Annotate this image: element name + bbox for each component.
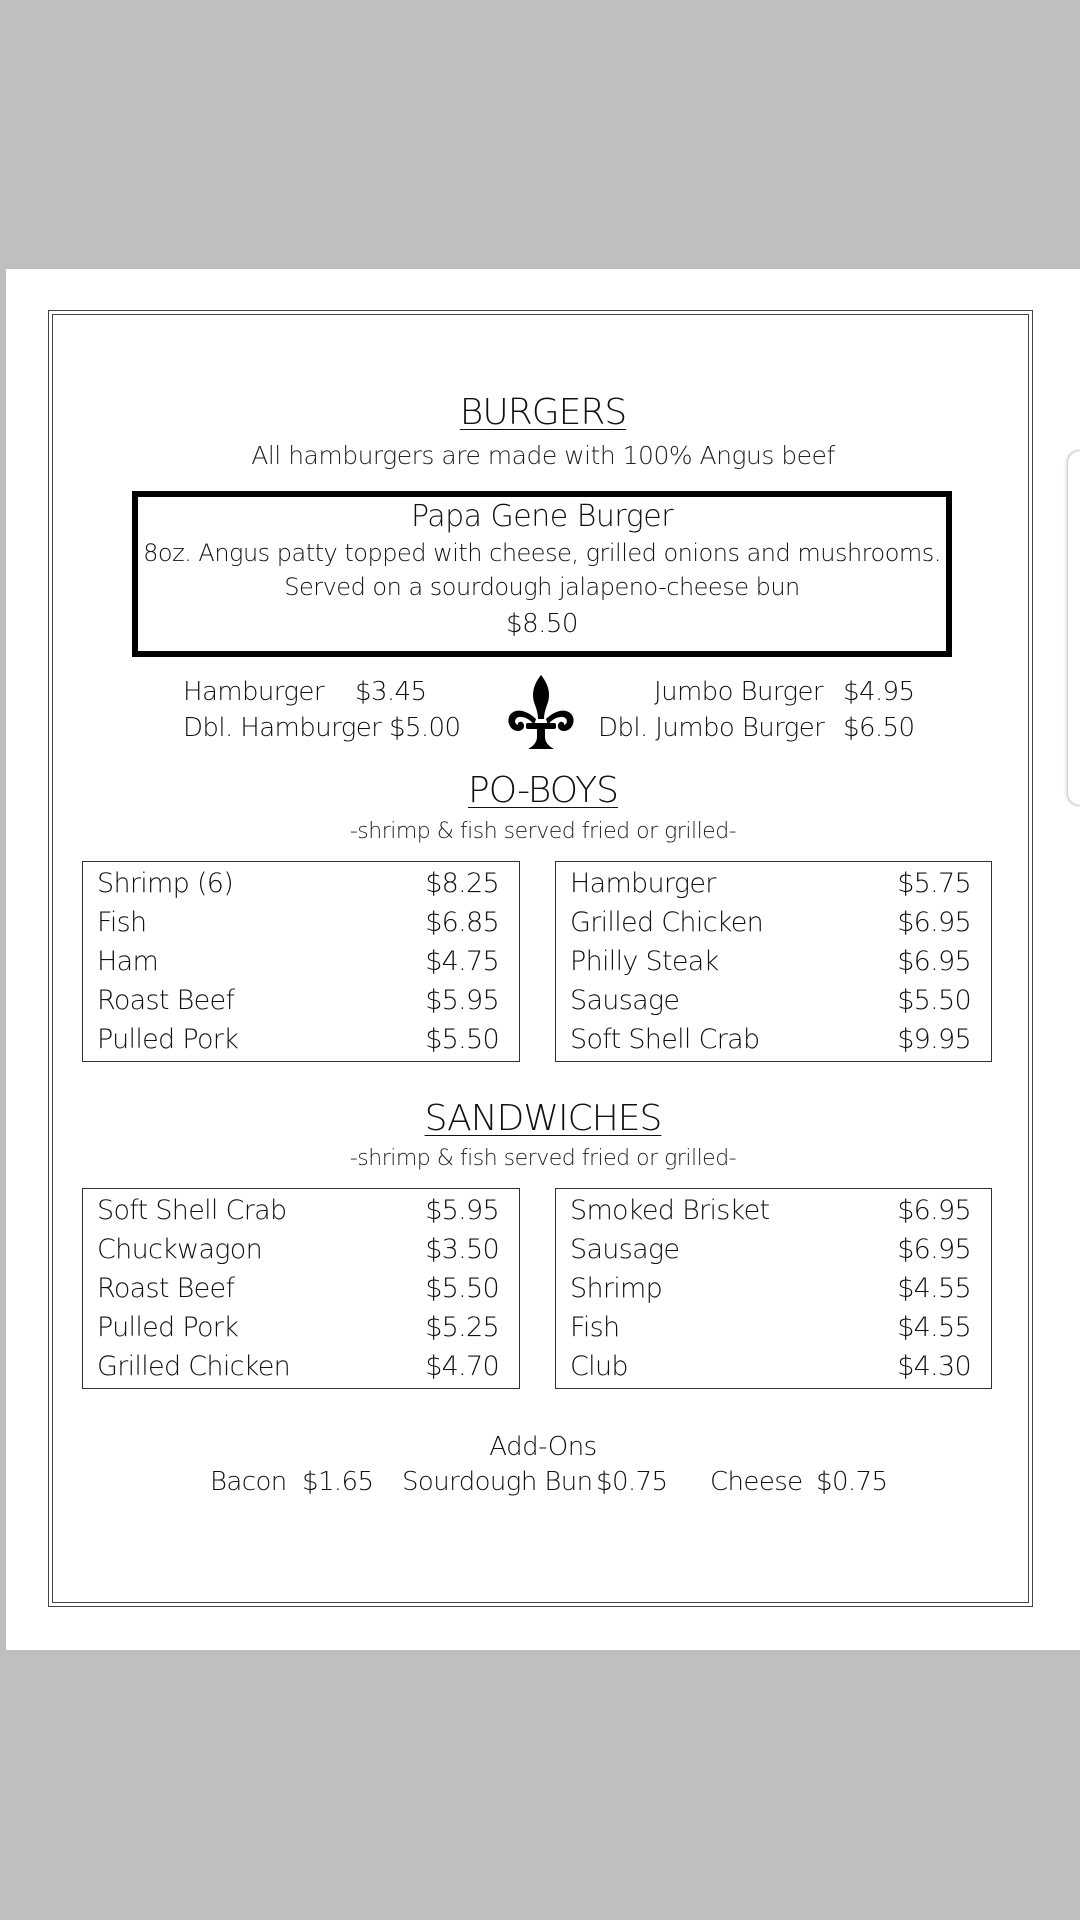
menu-item-name: Grilled Chicken	[570, 907, 764, 938]
sandwiches-title: SANDWICHES	[424, 1098, 662, 1139]
menu-item-name: Sausage	[570, 1234, 680, 1265]
burgers-subtitle: All hamburgers are made with 100% Angus beef	[251, 441, 835, 470]
menu-item-name: Chuckwagon	[97, 1234, 263, 1265]
menu-item-name: Hamburger	[570, 868, 716, 899]
featured-burger-name: Papa Gene Burger	[410, 499, 674, 534]
burger-item	[183, 713, 381, 743]
menu-item-name: Fish	[97, 907, 147, 938]
addon-price: $0.75	[596, 1467, 668, 1497]
menu-item-price: $4.75	[425, 946, 499, 977]
burgers-left-list	[183, 677, 483, 757]
burgers-right-list	[598, 677, 918, 757]
menu-item-price: $5.25	[425, 1312, 499, 1343]
menu-item-name: Pulled Pork	[97, 1312, 239, 1343]
menu-item-row	[97, 1273, 499, 1312]
menu-item-price: $5.50	[897, 985, 971, 1016]
menu-item-row	[97, 946, 499, 985]
menu-item-name: Smoked Brisket	[570, 1195, 770, 1226]
menu-page	[6, 269, 1080, 1650]
burger-item-price: $6.50	[843, 713, 915, 743]
burger-item-name: Jumbo Burger	[654, 677, 823, 707]
burger-item-name: Hamburger	[183, 677, 324, 707]
addons-title: Add-Ons	[489, 1432, 597, 1462]
menu-item-name: Club	[570, 1351, 628, 1382]
menu-item-row	[570, 1312, 971, 1351]
sandwiches-right-box	[555, 1188, 992, 1389]
menu-item-price: $8.25	[425, 868, 499, 899]
menu-item-row	[97, 1312, 499, 1351]
menu-item-row	[97, 1234, 499, 1273]
featured-burger-description-line1: 8oz. Angus patty topped with cheese, grilled onions and mushrooms.	[143, 539, 941, 567]
menu-item-row	[570, 1195, 971, 1234]
sandwiches-left-box	[82, 1188, 520, 1389]
menu-item-row	[97, 1351, 499, 1390]
menu-item-name: Pulled Pork	[97, 1024, 239, 1055]
menu-item-name: Ham	[97, 946, 159, 977]
menu-item-row	[97, 985, 499, 1024]
menu-item-row	[570, 1024, 971, 1063]
menu-item-price: $5.75	[897, 868, 971, 899]
menu-item-row	[97, 868, 499, 907]
menu-item-name: Roast Beef	[97, 985, 235, 1016]
fleur-de-lis-icon	[506, 673, 576, 753]
menu-item-name: Fish	[570, 1312, 620, 1343]
burger-item-price: $5.00	[389, 713, 461, 743]
addon-name: Bacon	[210, 1467, 287, 1497]
burgers-title: BURGERS	[459, 392, 627, 433]
featured-burger-price: $8.50	[506, 609, 578, 639]
menu-item-price: $6.85	[425, 907, 499, 938]
menu-item-price: $4.70	[425, 1351, 499, 1382]
menu-item-row	[97, 907, 499, 946]
burger-item	[598, 713, 824, 743]
menu-item-name: Sausage	[570, 985, 680, 1016]
menu-item-name: Shrimp	[570, 1273, 663, 1304]
burger-item	[183, 677, 324, 707]
addon-name: Cheese	[710, 1467, 803, 1497]
menu-item-price: $5.50	[425, 1273, 499, 1304]
menu-item-price: $3.50	[425, 1234, 499, 1265]
featured-burger-description-line2: Served on a sourdough jalapeno-cheese bun	[284, 573, 800, 601]
menu-item-price: $6.95	[897, 1234, 971, 1265]
menu-item-row	[97, 1195, 499, 1234]
menu-item-row	[570, 907, 971, 946]
burger-item-name: Dbl. Hamburger	[183, 713, 382, 743]
burger-item	[654, 677, 823, 707]
featured-burger-box	[132, 491, 952, 657]
menu-item-price: $6.95	[897, 1195, 971, 1226]
addon-price: $1.65	[302, 1467, 374, 1497]
poboys-subtitle: -shrimp & fish served fried or grilled-	[349, 819, 737, 844]
menu-item-name: Soft Shell Crab	[97, 1195, 287, 1226]
menu-item-name: Soft Shell Crab	[570, 1024, 760, 1055]
burger-item-price: $4.95	[843, 677, 915, 707]
menu-item-name: Roast Beef	[97, 1273, 235, 1304]
menu-item-row	[570, 985, 971, 1024]
menu-item-name: Shrimp (6)	[97, 868, 234, 899]
side-scroll-tab[interactable]	[1067, 450, 1080, 806]
menu-item-row	[570, 1351, 971, 1390]
menu-item-name: Grilled Chicken	[97, 1351, 291, 1382]
menu-item-price: $5.95	[425, 1195, 499, 1226]
burger-item-price: $3.45	[355, 677, 427, 707]
addon-price: $0.75	[816, 1467, 888, 1497]
menu-item-price: $6.95	[897, 946, 971, 977]
menu-item-price: $4.55	[897, 1312, 971, 1343]
menu-item-price: $9.95	[897, 1024, 971, 1055]
poboys-left-box	[82, 861, 520, 1062]
addon-name: Sourdough Bun	[402, 1467, 593, 1497]
menu-item-price: $4.30	[897, 1351, 971, 1382]
menu-item-price: $4.55	[897, 1273, 971, 1304]
poboys-right-box	[555, 861, 992, 1062]
menu-item-row	[570, 946, 971, 985]
menu-item-row	[97, 1024, 499, 1063]
menu-item-price: $5.95	[425, 985, 499, 1016]
menu-item-row	[570, 868, 971, 907]
burger-item-name: Dbl. Jumbo Burger	[598, 713, 825, 743]
poboys-title: PO-BOYS	[468, 770, 618, 811]
menu-item-price: $5.50	[425, 1024, 499, 1055]
menu-item-row	[570, 1273, 971, 1312]
menu-item-row	[570, 1234, 971, 1273]
menu-item-price: $6.95	[897, 907, 971, 938]
menu-item-name: Philly Steak	[570, 946, 719, 977]
sandwiches-subtitle: -shrimp & fish served fried or grilled-	[349, 1146, 737, 1171]
